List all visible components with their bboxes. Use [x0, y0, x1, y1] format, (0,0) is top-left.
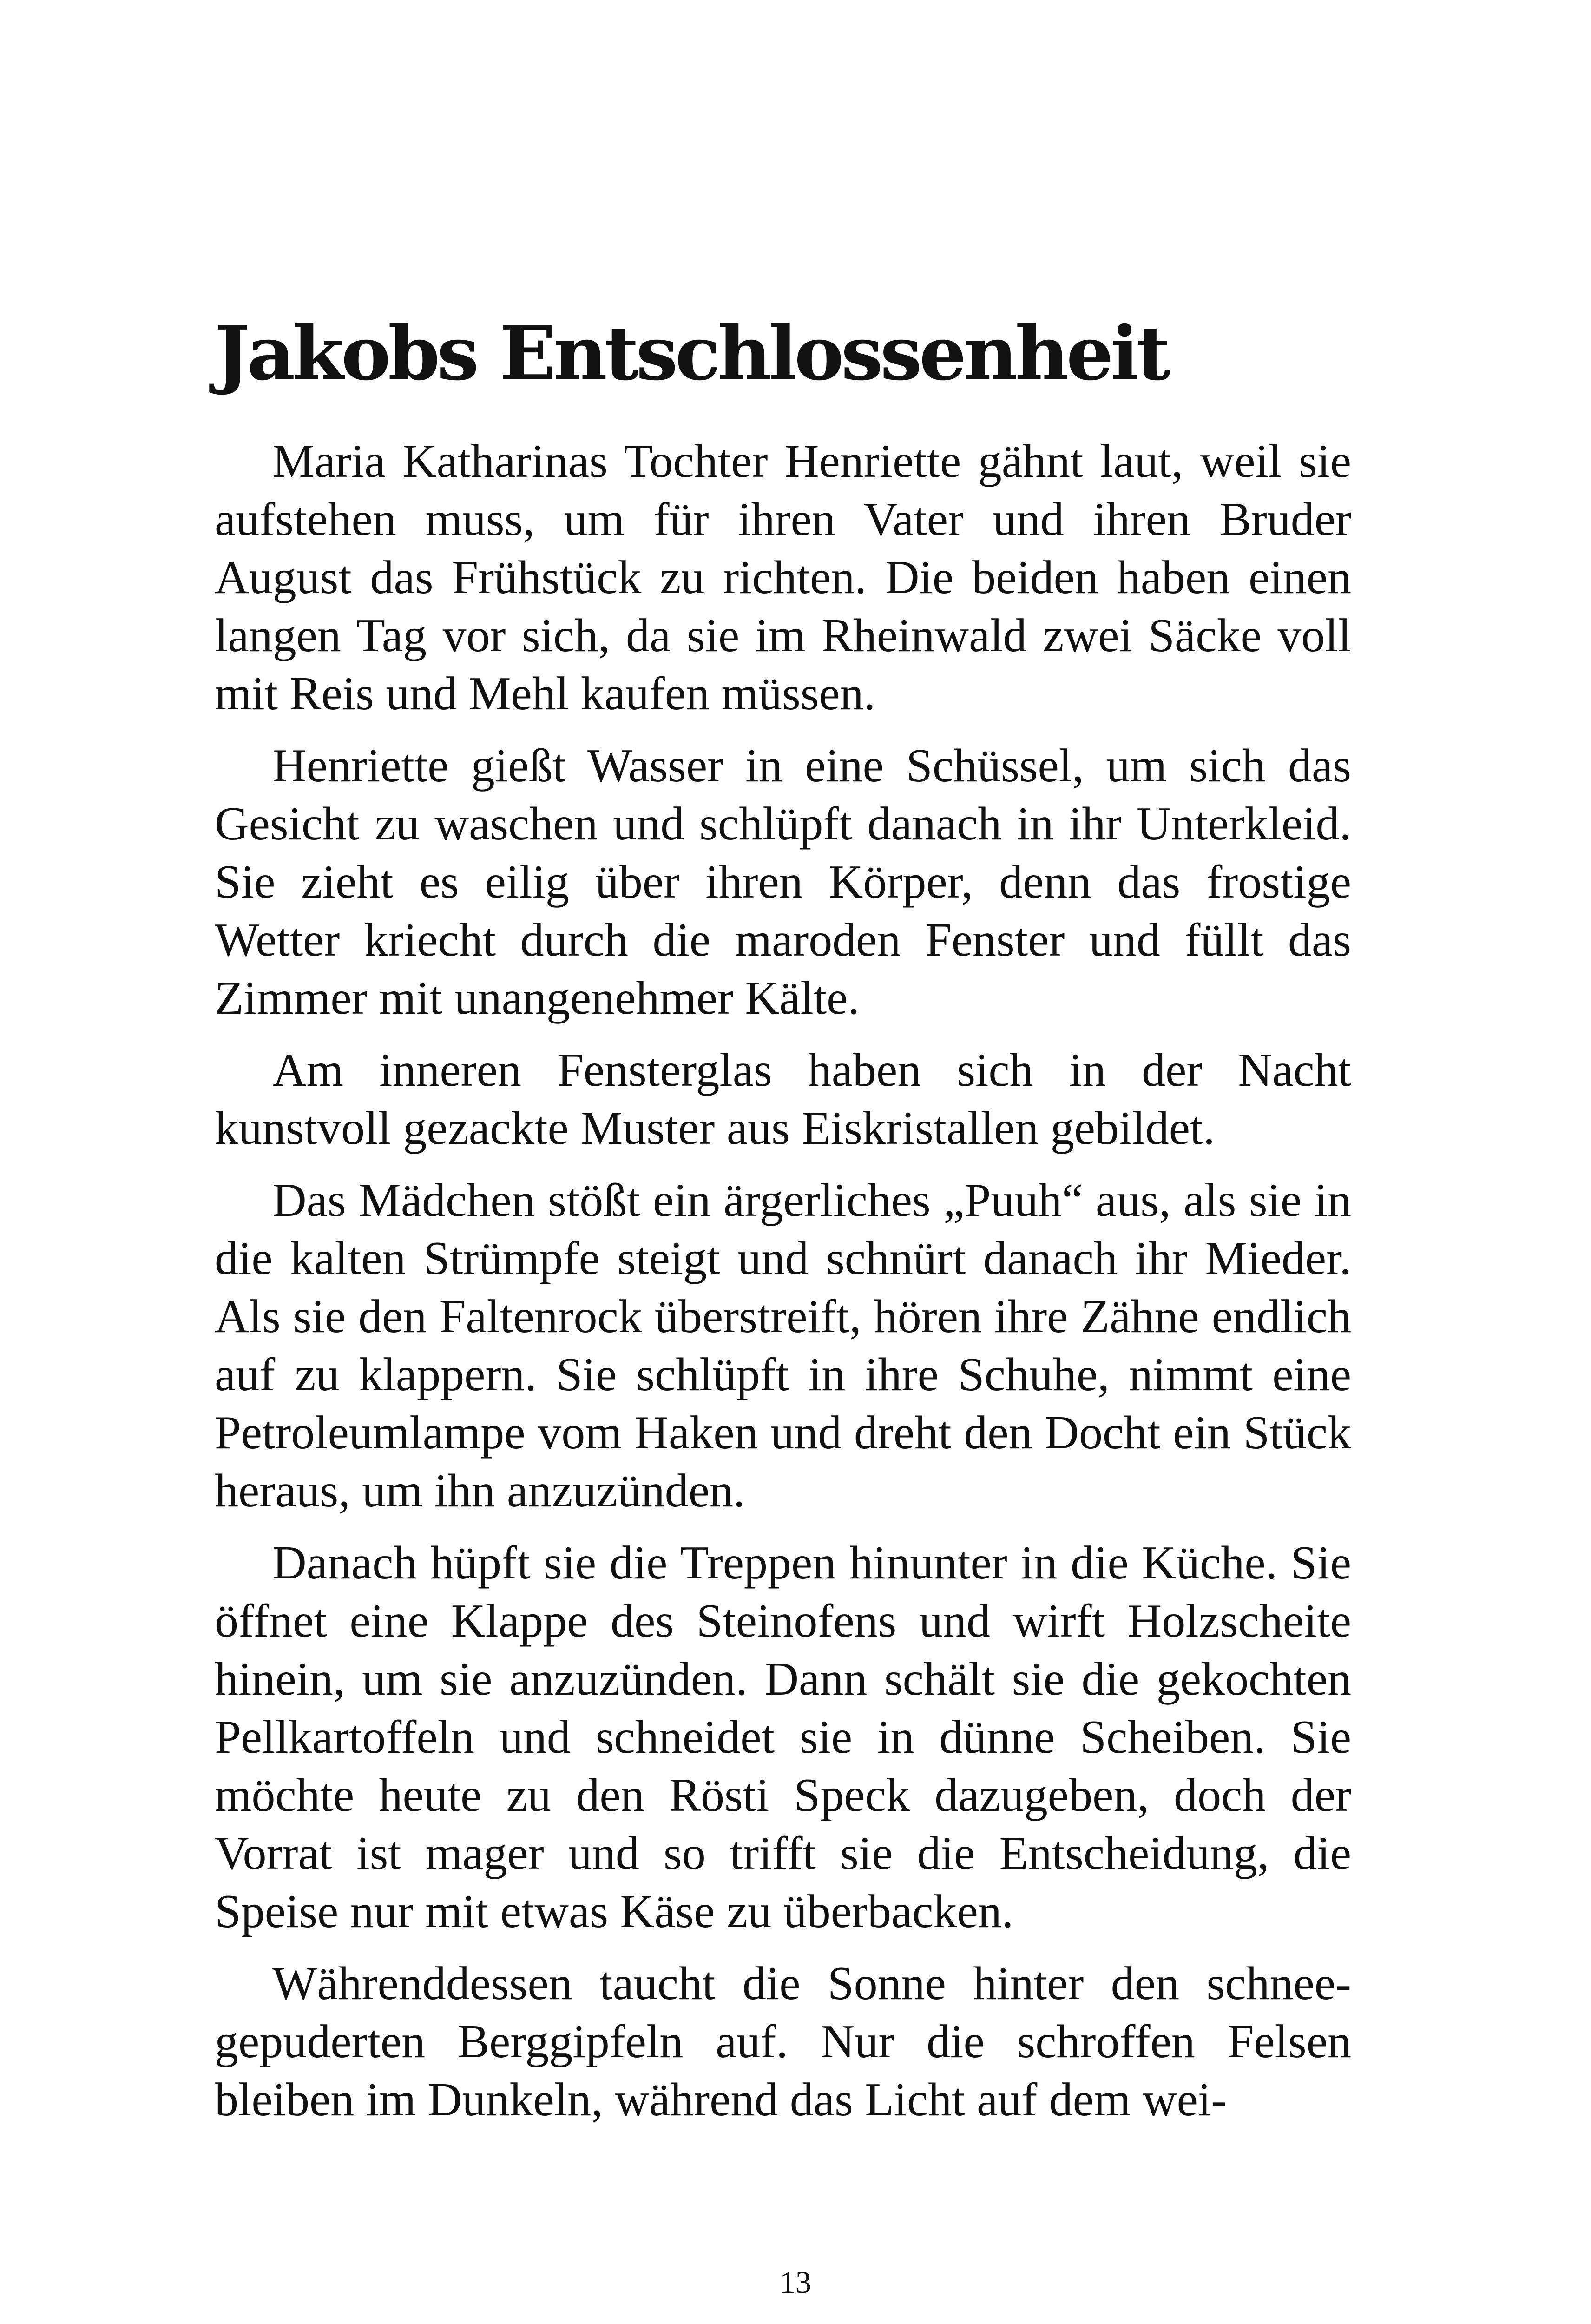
paragraph: Maria Katharinas Tochter Henriette gähnt laut, weil sie aufstehen muss, um für ihren Vater und ihren Bruder August das Frühstück zu richten. Die beiden haben einen langen Tag vor sich, da sie im Rheinwald zwei Säcke voll mit Reis und Mehl kaufen müssen.: [215, 435, 1351, 720]
paragraph: Am inneren Fensterglas haben sich in der Nacht kunstvoll gezackte Muster aus Eiskristallen gebildet.: [215, 1044, 1351, 1155]
body-text: [215, 432, 1351, 2129]
paragraph: Das Mädchen stößt ein ärgerliches „Puuh“ aus, als sie in die kalten Strümpfe steigt und schnürt danach ihr Mieder. Als sie den Faltenrock überstreift, hören ihre Zähne endlich auf zu klappern. Sie schlüpft in ihre Schuhe, nimmt eine Petroleumlampe vom Haken und dreht den Docht ein Stück heraus, um ihn anzuzünden.: [215, 1174, 1351, 1517]
paragraph: Danach hüpft sie die Treppen hinunter in die Küche. Sie öffnet eine Klappe des Steinofens und wirft Holzscheite hinein, um sie anzuzünden. Dann schält sie die gekochten Pellkartoffeln und schneidet sie in dünne Scheiben. Sie möchte heute zu den Rösti Speck dazugeben, doch der Vorrat ist mager und so trifft sie die Entscheidung, die Speise nur mit etwas Käse zu überbacken.: [215, 1537, 1351, 1938]
paragraph: Währenddessen taucht die Sonne hinter den schneegepuderten Berggipfeln auf. Nur die schroffen Felsen bleiben im Dunkeln, während das Licht auf dem wei-: [215, 1957, 1351, 2126]
page-number: 13: [780, 2265, 811, 2300]
paragraph: Henriette gießt Wasser in eine Schüssel, um sich das Gesicht zu waschen und schlüpft danach in ihr Unterkleid. Sie zieht es eilig über ihren Körper, denn das frostige Wetter kriecht durch die maroden Fenster und füllt das Zimmer mit unangenehmer Kälte.: [215, 739, 1351, 1024]
chapter-title: Jakobs Entschlossenheit: [215, 310, 1168, 397]
